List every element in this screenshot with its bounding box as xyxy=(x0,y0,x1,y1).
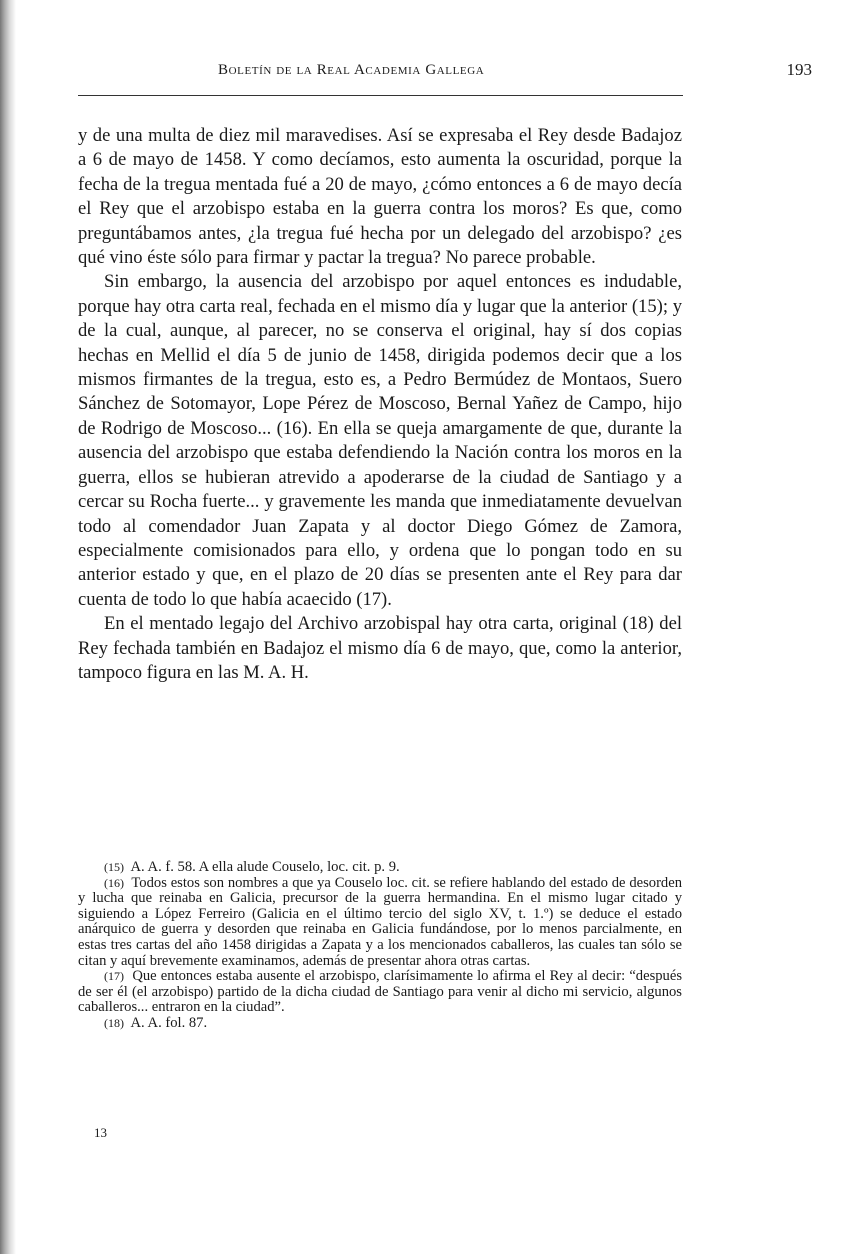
page-number: 193 xyxy=(786,60,812,79)
footnote-marker: (16) xyxy=(104,875,124,890)
footnote-text: A. A. f. 58. A ella alude Couselo, loc. cit. p. 9. xyxy=(130,859,400,875)
footnote-text: Que entonces estaba ausente el arzobispo, clarísimamente lo afirma el Rey al decir: “después de ser él (el arzobispo) partido de la dicha ciudad de Santiago para venir al dicho mi servicio, algunos caballeros... entraron en la ciudad”. xyxy=(78,968,682,1016)
paragraph: En el mentado legajo del Archivo arzobispal hay otra carta, original (18) del Rey fechada también en Badajoz el mismo día 6 de mayo, que, como la anterior, tampoco figura en las M. A. H. xyxy=(78,613,682,683)
running-header xyxy=(78,60,812,90)
printer-signature-mark: 13 xyxy=(94,1125,107,1140)
footnote-marker: (17) xyxy=(104,969,124,984)
footnote-text: Todos estos son nombres a que ya Couselo loc. cit. se refiere hablando del estado de desorden y lucha que reinaba en Galicia, precursor de la guerra hermandina. En el mismo lugar citado y siguiendo a López Ferreiro (Galicia en el último tercio del siglo XV, t. 1.º) se deduce el estado anárquico de guerra y desorden que reinaba en Galicia fundándose, por lo menos parcialmente, en estas tres cartas del año 1458 dirigidas a Zapata y a los mencionados caballeros, las cuales tan sólo se citan y aquí brevemente examinamos, además de presentar ahora otras cartas. xyxy=(78,874,682,969)
footnote xyxy=(78,969,682,1016)
book-spine-shadow xyxy=(0,0,16,1254)
footnotes xyxy=(78,860,682,1032)
paragraph: y de una multa de diez mil maravedises. Así se expresaba el Rey desde Badajoz a 6 de mayo de 1458. Y como decíamos, esto aumenta la oscuridad, porque la fecha de la tregua mentada fué a 20 de mayo, ¿cómo entonces a 6 de mayo decía el Rey que el arzobispo estaba en la guerra contra los moros? Es que, como preguntábamos antes, ¿la tregua fué hecha por un delegado del arzobispo? ¿es qué vino éste sólo para firmar y pactar la tregua? No parece probable. xyxy=(78,125,682,269)
header-rule xyxy=(78,95,683,96)
footnote-marker: (15) xyxy=(104,860,124,874)
footnote-marker: (18) xyxy=(104,1015,124,1030)
footnote-text: A. A. fol. 87. xyxy=(130,1014,208,1031)
footnote xyxy=(78,1016,682,1032)
footnote xyxy=(78,860,682,876)
paragraph: Sin embargo, la ausencia del arzobispo por aquel entonces es indudable, porque hay otra carta real, fechada en el mismo día y lugar que la anterior (15); y de la cual, aunque, al parecer, no se conserva el original, hay sí dos copias hechas en Mellid el día 5 de junio de 1458, dirigida podemos decir que a los mismos firmantes de la tregua, esto es, a Pedro Bermúdez de Montaos, Suero Sánchez de Sotomayor, Lope Pérez de Moscoso, Bernal Yañez de Campo, hijo de Rodrigo de Moscoso... (16). En ella se queja amargamente de que, durante la ausencia del arzobispo que estaba defendiendo la Nación contra los moros en la guerra, ellos se hubieran atrevido a apoderarse de la ciudad de Santiago y a cercar su Rocha fuerte... y gravemente les manda que inmediatamente devuelvan todo al comendador Juan Zapata y al doctor Diego Gómez de Zamora, especialmente comisionados para ello, y ordena que lo pongan todo en su anterior estado y que, en el plazo de 20 días se presenten ante el Rey para dar cuenta de todo lo que había acaecido (17). xyxy=(78,271,682,610)
footnote xyxy=(78,876,682,970)
header-title: Boletín de la Real Academia Gallega xyxy=(218,62,485,78)
main-text xyxy=(78,124,682,685)
